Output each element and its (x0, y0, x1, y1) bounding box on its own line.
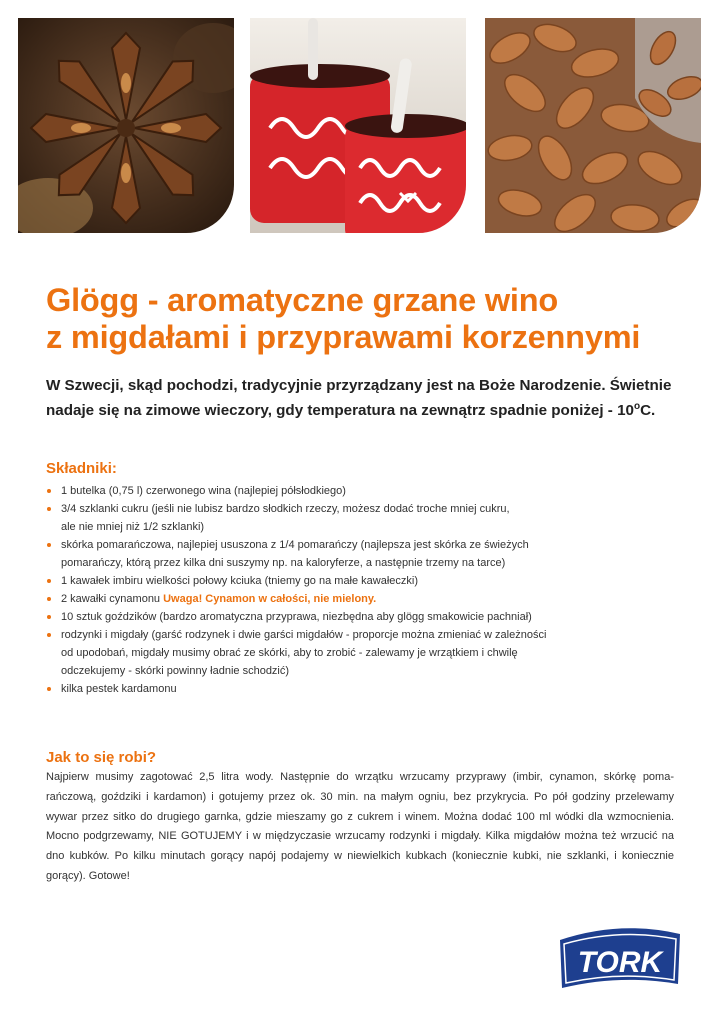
method-line: dno kubków. Po kilku minutach gorący napój podajemy w niewielkich kubkach (koniecznie kubki, nie szklanki, i koniecznie (46, 850, 674, 863)
star-anise-photo (18, 18, 234, 233)
warning-note: Uwaga! Cynamon w całości, nie mielony. (163, 593, 377, 605)
method-line: rańczową, goździki i kardamon) i gotujemy przez ok. 30 min. na małym ogniu, bez przykrycia. Po pół godziny przelewamy (46, 790, 674, 803)
intro-line-2-end: C. (640, 402, 656, 420)
ingredient-text: rodzynki i migdały (garść rodzynek i dwie garści migdałów - proporcje można zmieniać w zależności (61, 629, 547, 641)
tork-logo (556, 926, 684, 992)
ingredient-text: kilka pestek kardamonu (61, 683, 177, 695)
ingredient-text: skórka pomarańczowa, najlepiej ususzona z 1/4 pomarańczy (najlepsza jest skórka ze świeżych (61, 539, 529, 551)
ingredient-text: 2 kawałki cynamonu (61, 593, 164, 605)
ingredient-item (46, 590, 606, 608)
method-line: Najpierw musimy zagotować 2,5 litra wody. Następnie do wrzątku wrzucamy przyprawy (imbir, cynamon, skórkę poma- (46, 771, 674, 783)
ingredient-item (46, 608, 606, 626)
ingredient-item (46, 536, 606, 572)
ingredients-heading: Składniki: (46, 460, 117, 477)
ingredient-text: 10 sztuk goździków (bardzo aromatyczna przyprawa, niezbędna aby glögg smakowicie pachniał) (61, 611, 532, 623)
ingredient-text: 1 kawałek imbiru wielkości połowy kciuka (tniemy go na małe kawałeczki) (61, 575, 419, 587)
ingredient-item (46, 626, 606, 680)
red-mugs-photo (250, 18, 466, 233)
method-paragraph (46, 768, 674, 887)
ingredient-text: od upodobań, migdały musimy obrać ze skórki, aby to zrobić - zalewamy je wrzątkiem i chwilę (61, 647, 518, 659)
ingredient-text: 1 butelka (0,75 l) czerwonego wina (najlepiej półsłodkiego) (61, 485, 346, 497)
page-title (46, 282, 706, 356)
ingredient-text: ale nie mniej niż 1/2 szklanki) (61, 521, 205, 533)
degree-sign: o (633, 401, 641, 412)
ingredient-text: 3/4 szklanki cukru (jeśli nie lubisz bardzo słodkich rzeczy, możesz dodać troche mniej cukru, (61, 503, 510, 515)
method-line: Mocno podgrzewamy, NIE GOTUJEMY i w międzyczasie wrzucamy rodzynki i migdały. Kilka migdałów można też wrzucić na (46, 830, 674, 843)
logo-text: TORK (577, 946, 663, 979)
ingredient-item (46, 500, 606, 536)
title-line-1: Glögg - aromatyczne grzane wino (46, 282, 559, 318)
method-line: wywar przez sitko do drugiego garnka, gdzie mieszamy go z cukrem i winem. Można dodać 100 ml wódki dla wzmocnienia. (46, 810, 674, 823)
ingredient-text: odczekujemy - skórki powinny ładnie schodzić) (61, 665, 290, 677)
ingredient-item (46, 482, 606, 500)
method-line: gorący). Gotowe! (46, 869, 130, 882)
ingredient-item (46, 572, 606, 590)
intro-line-1: W Szwecji, skąd pochodzi, tradycyjnie przyrządzany jest na Boże Narodzenie. Świetnie (46, 377, 672, 394)
intro-paragraph (46, 375, 706, 421)
almonds-photo (485, 18, 701, 233)
ingredients-list (46, 482, 606, 698)
intro-line-2: nadaje się na zimowe wieczory, gdy temperatura na zewnątrz spadnie poniżej - 10 (46, 402, 634, 420)
ingredient-text: pomarańczy, którą przez kilka dni suszymy np. na kaloryferze, a następnie trzemy na tarce) (61, 557, 506, 569)
title-line-2: z migdałami i przyprawami korzennymi (46, 319, 641, 355)
method-heading: Jak to się robi? (46, 749, 157, 766)
ingredient-item (46, 680, 606, 698)
